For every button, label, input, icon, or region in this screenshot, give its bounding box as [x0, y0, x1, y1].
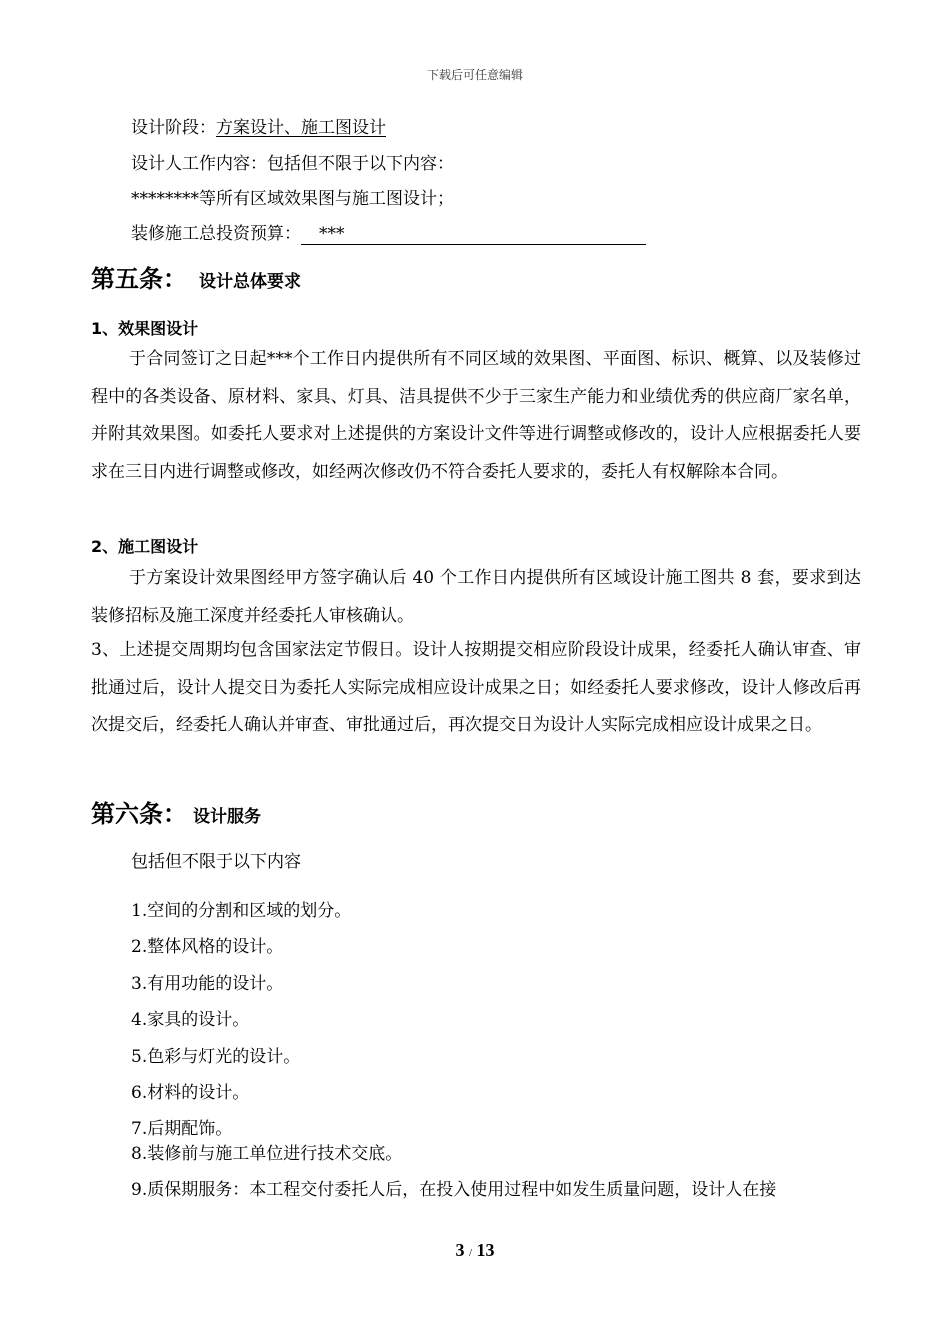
- page-separator: /: [468, 1247, 473, 1259]
- section-2-title: 2、施工图设计: [91, 537, 199, 556]
- page-total: 13: [476, 1240, 495, 1260]
- service-item: 8.装修前与施工单位进行技术交底。: [131, 1144, 403, 1164]
- article-5-title: 设计总体要求: [199, 272, 301, 292]
- service-item: 9.质保期服务：本工程交付委托人后，在投入使用过程中如发生质量问题，设计人在接: [131, 1180, 777, 1200]
- section-1-title: 1、效果图设计: [91, 319, 199, 338]
- design-stage-value: 方案设计、施工图设计: [216, 118, 386, 138]
- section-2-body: 于方案设计效果图经甲方签字确认后 40 个工作日内提供所有区域设计施工图共 8 套，要求到达装修招标及施工深度并经委托人审核确认。: [91, 568, 861, 626]
- article-6-number: 第六条：: [91, 800, 187, 828]
- service-item: 4.家具的设计。: [131, 1010, 250, 1030]
- areas-line: ********等所有区域效果图与施工图设计；: [131, 189, 454, 209]
- service-item: 5.色彩与灯光的设计。: [131, 1047, 301, 1067]
- header-note: 下载后可任意编辑: [426, 68, 523, 82]
- article-6-heading: [91, 794, 261, 829]
- page-current: 3: [455, 1240, 465, 1260]
- article-5-heading: [91, 259, 301, 294]
- service-intro: 包括但不限于以下内容: [131, 852, 301, 872]
- article-6-title: 设计服务: [193, 807, 261, 827]
- page-number: [0, 1240, 950, 1261]
- service-item: 2.整体风格的设计。: [131, 937, 284, 957]
- work-scope-line: 设计人工作内容：包括但不限于以下内容：: [131, 154, 454, 174]
- section-1-body: 于合同签订之日起***个工作日内提供所有不同区域的效果图、平面图、标识、概算、以及装修过程中的各类设备、原材料、家具、灯具、洁具提供不少于三家生产能力和业绩优秀的供应商厂家名单，并附其效果图。如委托人要求对上述提供的方案设计文件等进行调整或修改的，设计人应根据委托人要求在三日内进行调整或修改，如经两次修改仍不符合委托人要求的，委托人有权解除本合同。: [91, 349, 861, 483]
- budget-label: 装修施工总投资预算：: [131, 224, 301, 244]
- budget-value: ***: [301, 224, 646, 245]
- service-item: 3.有用功能的设计。: [131, 974, 284, 994]
- budget-line: [131, 219, 646, 245]
- article-5-number: 第五条：: [91, 265, 187, 293]
- design-stage-line: [131, 113, 386, 138]
- service-item: 1.空间的分割和区域的划分。: [131, 901, 352, 921]
- section-3-body: 3、上述提交周期均包含国家法定节假日。设计人按期提交相应阶段设计成果，经委托人确认审查、审批通过后，设计人提交日为委托人实际完成相应设计成果之日；如经委托人要求修改，设计人修改后再次提交后，经委托人确认并审查、审批通过后，再次提交日为设计人实际完成相应设计成果之日。: [91, 640, 861, 736]
- service-item: 7.后期配饰。: [131, 1119, 233, 1139]
- service-item: 6.材料的设计。: [131, 1083, 250, 1103]
- design-stage-label: 设计阶段：: [131, 118, 216, 138]
